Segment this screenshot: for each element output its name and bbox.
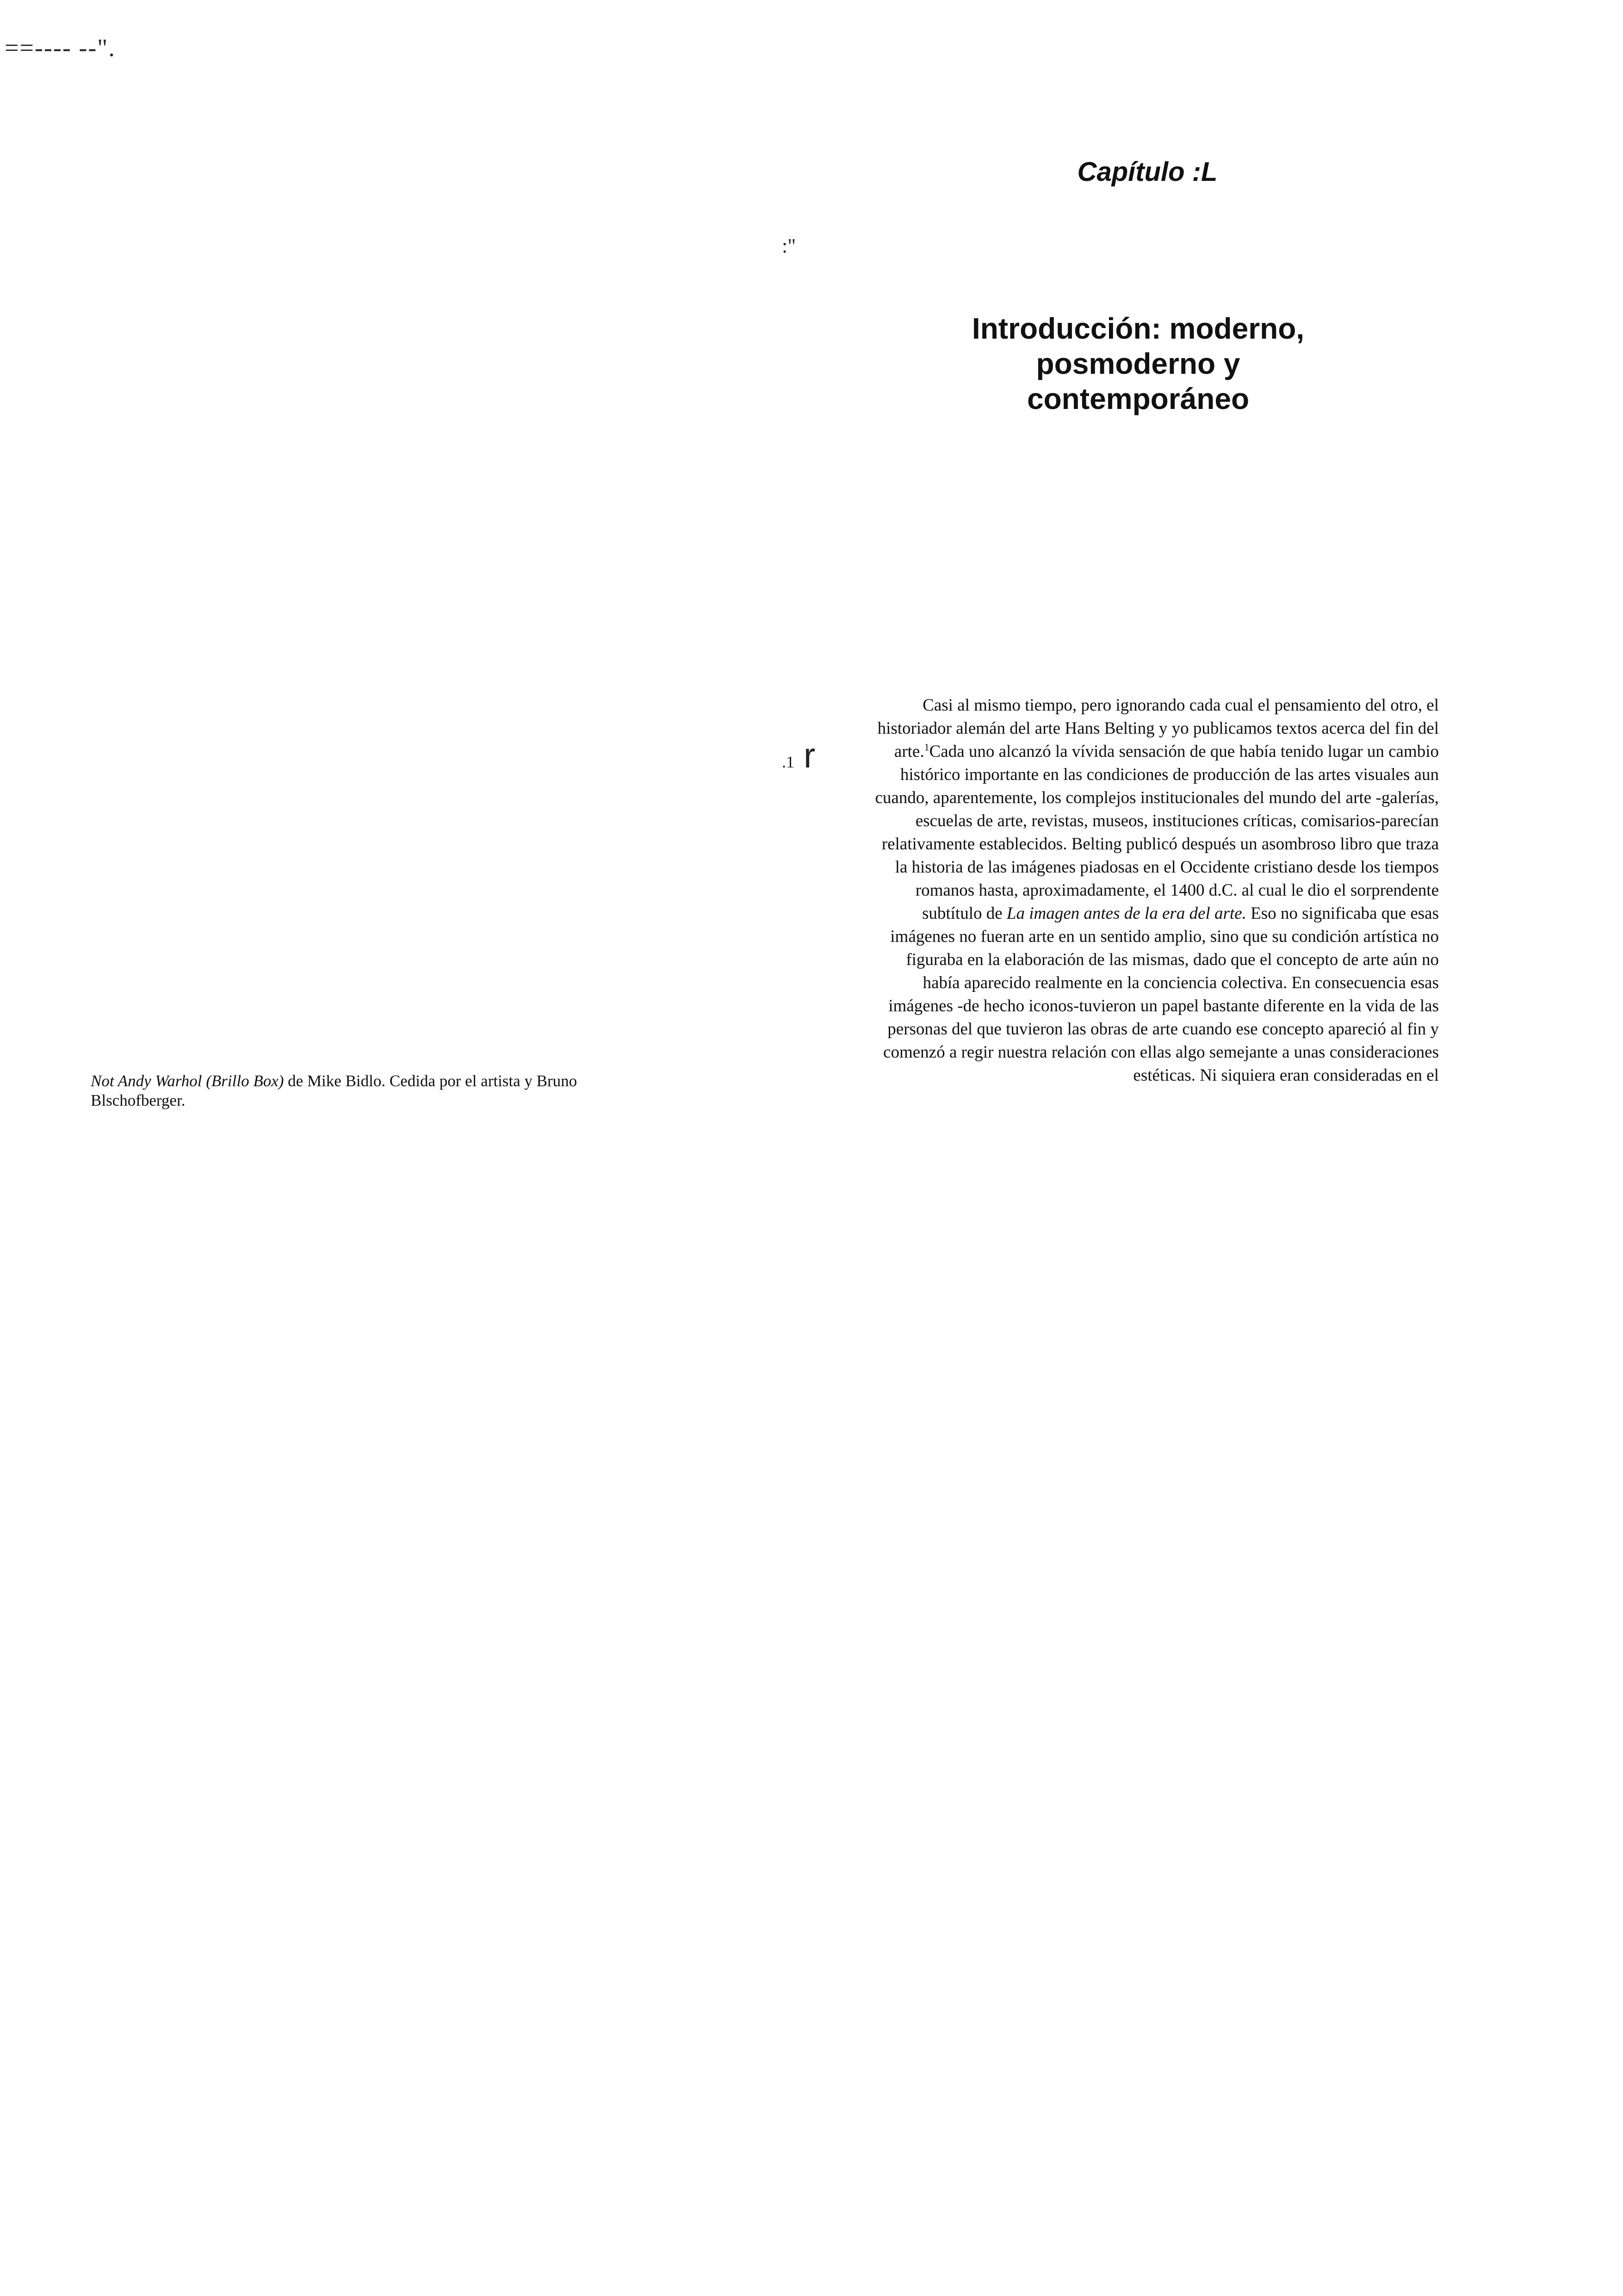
paragraph-text: Cada uno alcanzó la vívida sensación de que había tenido lugar un cambio <box>929 742 1439 761</box>
figure-caption <box>91 1071 623 1110</box>
chapter-title-line: Introducción: moderno, <box>972 312 1305 345</box>
chapter-title-line: contemporáneo <box>1027 382 1250 415</box>
scan-artifact-top: ==---- --". <box>5 34 116 62</box>
paragraph-line <box>842 740 1439 763</box>
caption-line: Blschofberger. <box>91 1091 186 1109</box>
book-title: La imagen antes de la era del arte. <box>1006 904 1246 923</box>
margin-mark-small: .1 <box>782 753 794 771</box>
paragraph-line: había aparecido realmente en la conciencia colectiva. En consecuencia esas <box>923 973 1439 992</box>
paragraph-line: histórico importante en las condiciones de producción de las artes visuales aun <box>900 765 1439 784</box>
chapter-label: Capítulo :L <box>1077 157 1218 187</box>
paragraph-line: imágenes -de hecho iconos-tuvieron un papel bastante diferente en la vida de las <box>888 996 1439 1015</box>
paragraph-line: imágenes no fueran arte en un sentido amplio, sino que su condición artística no <box>890 927 1439 946</box>
paragraph-line: escuelas de arte, revistas, museos, instituciones críticas, comisarios-parecían <box>915 811 1439 830</box>
footnote-marker: 1 <box>924 741 929 753</box>
paragraph-text: arte. <box>894 742 924 761</box>
paragraph-line: Casi al mismo tiempo, pero ignorando cada cual el pensamiento del otro, el <box>923 696 1439 715</box>
paragraph-line: historiador alemán del arte Hans Belting y yo publicamos textos acerca del fin del <box>877 719 1439 738</box>
paragraph-text: subtítulo de <box>922 904 1007 923</box>
paragraph-line: figuraba en la elaboración de las mismas, dado que el concepto de arte aún no <box>906 950 1439 969</box>
paragraph-line <box>842 902 1439 925</box>
paragraph-line: cuando, aparentemente, los complejos institucionales del mundo del arte -galerías, <box>875 788 1439 807</box>
caption-line <box>91 1071 623 1091</box>
chapter-title-line: posmoderno y <box>1036 347 1240 380</box>
artwork-title: Not Andy Warhol (Brillo Box) <box>91 1072 284 1090</box>
paragraph-line: personas del que tuvieron las obras de arte cuando ese concepto apareció al fin y <box>887 1020 1439 1039</box>
paragraph-line: romanos hasta, aproximadamente, el 1400 d.C. al cual le dio el sorprendente <box>915 881 1439 900</box>
paragraph-line: comenzó a regir nuestra relación con ellas algo semejante a unas consideraciones <box>883 1043 1439 1062</box>
caption-text: de Mike Bidlo. Cedida por el artista y Bruno <box>284 1072 577 1090</box>
margin-marks <box>782 736 815 776</box>
paragraph-text: Eso no significaba que esas <box>1246 904 1439 923</box>
scan-artifact-mid: :" <box>782 235 796 257</box>
body-paragraph <box>842 694 1439 1087</box>
margin-mark-large: r <box>804 736 816 775</box>
paragraph-line: estéticas. Ni siquiera eran consideradas en el <box>1133 1066 1439 1085</box>
paragraph-line: la historia de las imágenes piadosas en el Occidente cristiano desde los tiempos <box>895 858 1439 877</box>
paragraph-line: relativamente establecidos. Belting publicó después un asombroso libro que traza <box>881 835 1439 854</box>
chapter-title <box>944 311 1332 416</box>
